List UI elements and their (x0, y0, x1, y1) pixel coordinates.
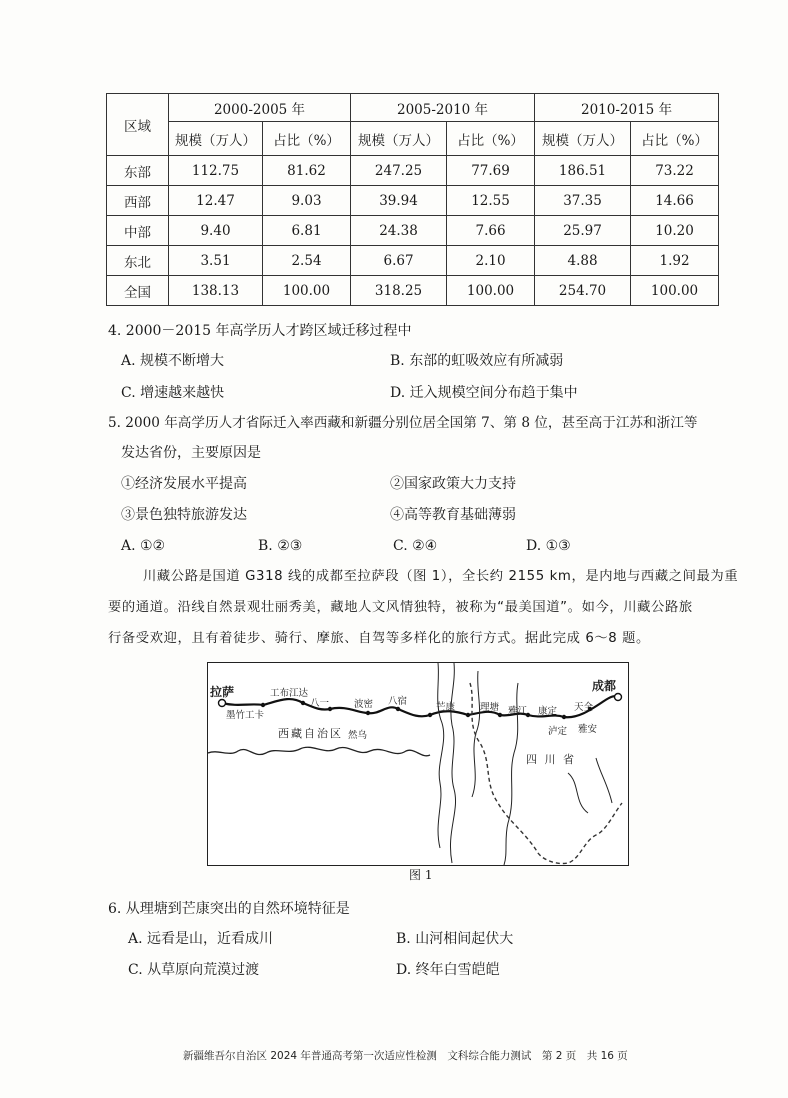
table-cell: 100.00 (447, 276, 535, 306)
town-marker (396, 707, 400, 711)
period-header: 2010-2015 年 (535, 94, 719, 122)
table-row (107, 186, 719, 216)
table-cell: 25.97 (535, 216, 631, 246)
table-cell: 12.55 (447, 186, 535, 216)
q4-option-a[interactable]: A. 规模不断增大 (121, 353, 225, 369)
region-cell: 东北 (107, 246, 169, 276)
town-marker (428, 713, 432, 717)
town-marker (301, 701, 305, 705)
table-cell: 112.75 (169, 156, 263, 186)
q6-option-c[interactable]: C. 从草原向荒漠过渡 (128, 962, 260, 978)
town-marker (466, 713, 470, 717)
sichuan-tibet-map (207, 662, 629, 866)
table-cell: 318.25 (351, 276, 447, 306)
table-cell: 81.62 (263, 156, 351, 186)
table-cell: 100.00 (263, 276, 351, 306)
column-header: 规模（万人） (351, 122, 447, 156)
q5-option-b[interactable]: B. ②③ (258, 538, 303, 554)
passage-line-3: 行备受欢迎，且有着徒步、骑行、摩旅、自驾等多样化的旅行方式。据此完成 6～8 题。 (108, 631, 650, 646)
passage-line-1: 川藏公路是国道 G318 线的成都至拉萨段（图 1），全长约 2155 km，是内地与西藏之间最为重 (143, 569, 739, 584)
place-label: 拉萨 (210, 685, 235, 699)
column-header: 占比（%） (263, 122, 351, 156)
town-marker (615, 694, 622, 701)
region-label-sichuan: 四 川 省 (526, 753, 576, 766)
region-cell: 东部 (107, 156, 169, 186)
table-cell: 2.54 (263, 246, 351, 276)
town-marker (366, 711, 370, 715)
town-marker (219, 700, 226, 707)
table-cell: 12.47 (169, 186, 263, 216)
q5-option-a[interactable]: A. ①② (121, 538, 166, 554)
river-line (450, 663, 455, 863)
question-4-stem: 4. 2000－2015 年高学历人才跨区域迁移过程中 (108, 323, 412, 339)
place-label: 工布江达 (270, 688, 309, 699)
town-marker (562, 715, 566, 719)
table-header-row (107, 94, 719, 122)
national-border (208, 747, 430, 756)
place-label: 八一 (310, 698, 330, 709)
passage-line-2: 要的通道。沿线自然景观壮丽秀美，藏地人文风情独特，被称为“最美国道”。如今，川藏公路旅 (108, 600, 693, 615)
column-header: 占比（%） (631, 122, 719, 156)
q5-statement-2: ②国家政策大力支持 (390, 476, 516, 492)
river-line (438, 663, 444, 848)
table-row (107, 156, 719, 186)
q5-statement-3: ③景色独特旅游发达 (121, 507, 247, 523)
q6-option-a[interactable]: A. 远看是山，近看成川 (128, 931, 274, 947)
region-cell: 中部 (107, 216, 169, 246)
region-cell: 全国 (107, 276, 169, 306)
table-cell: 138.13 (169, 276, 263, 306)
table-cell: 2.10 (447, 246, 535, 276)
place-label: 波密 (354, 699, 374, 710)
table-cell: 39.94 (351, 186, 447, 216)
table-cell: 24.38 (351, 216, 447, 246)
table-cell: 100.00 (631, 276, 719, 306)
table-row (107, 276, 719, 306)
question-6-stem: 6. 从理塘到芒康突出的自然环境特征是 (108, 901, 350, 917)
migration-table (106, 93, 719, 306)
place-label: 天全 (574, 702, 594, 713)
table-subheader-row (107, 122, 719, 156)
q5-statement-1: ①经济发展水平提高 (121, 476, 247, 492)
region-cell: 西部 (107, 186, 169, 216)
table-cell: 254.70 (535, 276, 631, 306)
column-header: 占比（%） (447, 122, 535, 156)
q6-option-d[interactable]: D. 终年白雪皑皑 (396, 962, 500, 978)
table-cell: 7.66 (447, 216, 535, 246)
table-cell: 9.03 (263, 186, 351, 216)
table-row (107, 216, 719, 246)
q4-option-c[interactable]: C. 增速越来越快 (121, 385, 225, 401)
place-label: 雅安 (578, 724, 598, 735)
q4-option-d[interactable]: D. 迁入规模空间分布趋于集中 (390, 385, 578, 401)
place-label: 雅江 (508, 706, 528, 717)
figure-caption: 图 1 (409, 868, 433, 882)
table-cell: 6.81 (263, 216, 351, 246)
period-header: 2005-2010 年 (351, 94, 535, 122)
g318-road (222, 696, 618, 717)
town-marker (498, 713, 502, 717)
place-label: 然乌 (348, 730, 368, 741)
q6-option-b[interactable]: B. 山河相间起伏大 (396, 931, 514, 947)
q4-option-b[interactable]: B. 东部的虹吸效应有所减弱 (390, 353, 564, 369)
question-5-stem-line1: 5. 2000 年高学历人才省际迁入率西藏和新疆分别位居全国第 7、第 8 位，甚至高于江苏和浙江等 (108, 415, 698, 431)
q5-option-c[interactable]: C. ②④ (393, 538, 438, 554)
river-line (568, 773, 588, 813)
region-label-tibet: 西藏自治区 (278, 727, 343, 740)
page-footer: 新疆维吾尔自治区 2024 年普通高考第一次适应性检测 文科综合能力测试 第 2 页 共 16 页 (183, 1050, 628, 1062)
table-cell: 9.40 (169, 216, 263, 246)
place-label: 成都 (592, 679, 617, 693)
table-cell: 10.20 (631, 216, 719, 246)
table-row (107, 246, 719, 276)
place-label: 泸定 (548, 726, 568, 737)
table-cell: 247.25 (351, 156, 447, 186)
table-cell: 1.92 (631, 246, 719, 276)
table-cell: 77.69 (447, 156, 535, 186)
table-cell: 73.22 (631, 156, 719, 186)
table-cell: 6.67 (351, 246, 447, 276)
river-line (596, 758, 612, 803)
table-cell: 37.35 (535, 186, 631, 216)
q5-option-d[interactable]: D. ①③ (526, 538, 571, 554)
place-label: 理塘 (480, 702, 500, 713)
place-label: 八宿 (388, 696, 408, 707)
q5-statement-4: ④高等教育基础薄弱 (390, 507, 516, 523)
column-header: 规模（万人） (169, 122, 263, 156)
region-header: 区域 (107, 94, 169, 156)
table-cell: 14.66 (631, 186, 719, 216)
place-label: 康定 (538, 706, 558, 717)
place-label: 墨竹工卡 (226, 710, 265, 721)
table-cell: 186.51 (535, 156, 631, 186)
table-cell: 3.51 (169, 246, 263, 276)
period-header: 2000-2005 年 (169, 94, 351, 122)
table-cell: 4.88 (535, 246, 631, 276)
place-label: 芒康 (436, 702, 456, 713)
question-5-stem-line2: 发达省份，主要原因是 (121, 445, 261, 461)
column-header: 规模（万人） (535, 122, 631, 156)
